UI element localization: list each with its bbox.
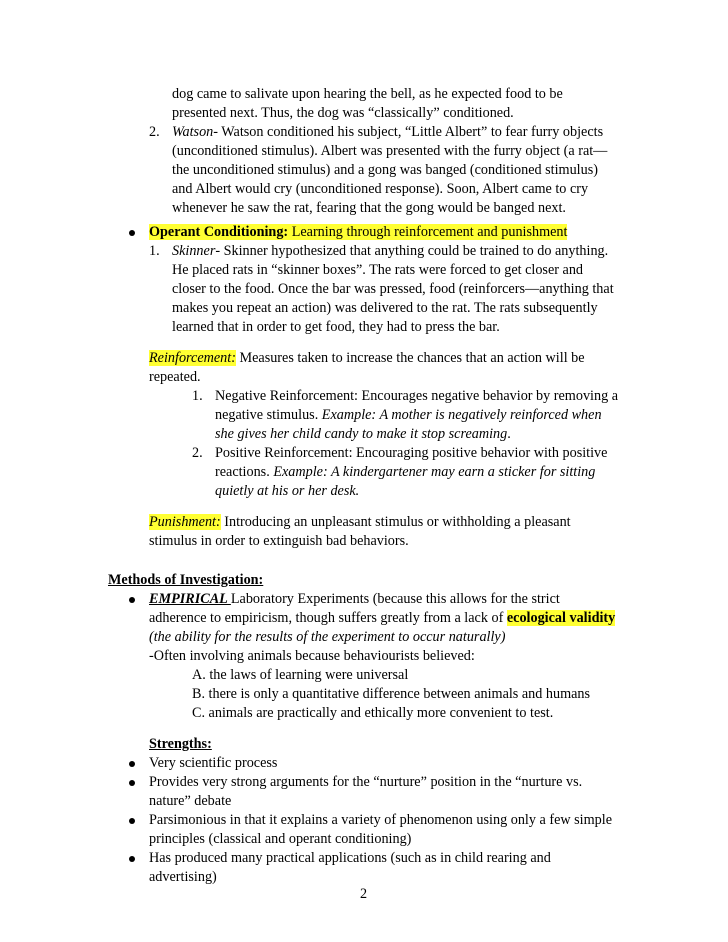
list-number: 2. [149, 124, 160, 140]
text-line: closer to the food. Once the bar was pressed, food (reinforcers—anything that [172, 281, 614, 297]
text-span: negative stimulus. [215, 407, 322, 423]
text-line: makes you repeat an action) was delivered to the rat. The rats subsequently [172, 300, 598, 316]
text-line: learned that in order to get food, they had to press the bar. [172, 319, 500, 335]
definition-text: (the ability for the results of the experiment to occur naturally) [149, 629, 506, 645]
example-text: Example: A mother is negatively reinforced when [321, 407, 602, 423]
text-line [149, 609, 615, 628]
text-span: adherence to empiricism, though suffers greatly from a lack of [149, 610, 507, 626]
operant-heading: Operant Conditioning: [149, 224, 289, 240]
reinforcement-term: Reinforcement: [149, 350, 236, 366]
text-line: presented next. Thus, the dog was “classically” conditioned. [172, 105, 514, 121]
list-item: Very scientific process [149, 755, 278, 771]
list-item: Parsimonious in that it explains a variety of phenomenon using only a few simple [149, 812, 612, 828]
punishment-line [149, 513, 571, 532]
text-line: Measures taken to increase the chances that an action will be [235, 350, 585, 366]
text-line: the unconditioned stimulus) and a gong was banged (conditioned stimulus) [172, 162, 598, 178]
text-span: . [507, 426, 511, 442]
bullet-icon [129, 818, 135, 824]
text-line: Negative Reinforcement: Encourages negative behavior by removing a [215, 388, 619, 404]
bullet-icon [129, 597, 135, 603]
list-number: 2. [192, 445, 203, 461]
list-item: Provides very strong arguments for the “nurture” position in the “nurture vs. [149, 774, 583, 790]
text-line: (unconditioned stimulus). Albert was presented with the furry object (a rat— [172, 143, 608, 159]
text-line: whenever he saw the rat, fearing that the gong would be banged next. [172, 200, 566, 216]
text-line: repeated. [149, 369, 201, 385]
list-item: Has produced many practical applications (such as in child rearing and [149, 850, 551, 866]
text-line: dog came to salivate upon hearing the bell, as he expected food to be [172, 86, 563, 102]
list-item [172, 123, 603, 142]
page-number: 2 [360, 886, 368, 902]
bullet-icon [129, 761, 135, 767]
example-text: she gives her child candy to make it stop screaming [215, 426, 508, 442]
text-line: - Skinner hypothesized that anything could be trained to do anything. [215, 243, 609, 259]
text-line: He placed rats in “skinner boxes”. The rats were forced to get closer and [172, 262, 584, 278]
text-line: advertising) [149, 869, 217, 885]
list-item [172, 242, 608, 261]
bullet-icon [129, 856, 135, 862]
text-line [215, 425, 511, 444]
bullet-icon [129, 780, 135, 786]
ecological-validity-term: ecological validity [506, 610, 616, 626]
example-text: Example: A kindergartener may earn a sticker for sitting [273, 464, 596, 480]
reinforcement-line [149, 349, 585, 368]
text-line [215, 482, 359, 501]
strengths-heading: Strengths: [149, 736, 212, 752]
list-item: B. there is only a quantitative difference between animals and humans [192, 686, 591, 702]
punishment-term: Punishment: [149, 514, 221, 530]
text-line: -Often involving animals because behaviourists believed: [149, 648, 475, 664]
text-line: nature” debate [149, 793, 232, 809]
list-number: 1. [149, 243, 160, 259]
text-line: stimulus in order to extinguish bad behaviors. [149, 533, 409, 549]
operant-heading-line [149, 223, 567, 242]
watson-term: Watson [172, 124, 214, 140]
text-line: Positive Reinforcement: Encouraging positive behavior with positive [215, 445, 608, 461]
text-span: Laboratory Experiments (because this allows for the strict [230, 591, 560, 607]
skinner-term: Skinner [172, 243, 216, 259]
text-line: and Albert would cry (unconditioned response). Soon, Albert came to cry [172, 181, 589, 197]
text-line [149, 628, 505, 647]
text-line: principles (classical and operant conditioning) [149, 831, 412, 847]
text-line: - Watson conditioned his subject, “Little Albert” to fear furry objects [213, 124, 604, 140]
example-text: quietly at his or her desk. [215, 483, 360, 499]
text-line: Introducing an unpleasant stimulus or withholding a pleasant [220, 514, 571, 530]
text-span: reactions. [215, 464, 274, 480]
empirical-term: EMPIRICAL [149, 591, 231, 607]
subsection-heading [149, 735, 212, 754]
text-line [215, 406, 602, 425]
bullet-icon [129, 230, 135, 236]
methods-heading: Methods of Investigation: [108, 572, 264, 588]
list-item: A. the laws of learning were universal [192, 667, 409, 683]
list-item: C. animals are practically and ethically more convenient to test. [192, 705, 554, 721]
list-number: 1. [192, 388, 203, 404]
operant-definition: Learning through reinforcement and punishment [288, 224, 568, 240]
text-line [215, 463, 595, 482]
section-heading [108, 571, 263, 590]
text-line [149, 590, 560, 609]
